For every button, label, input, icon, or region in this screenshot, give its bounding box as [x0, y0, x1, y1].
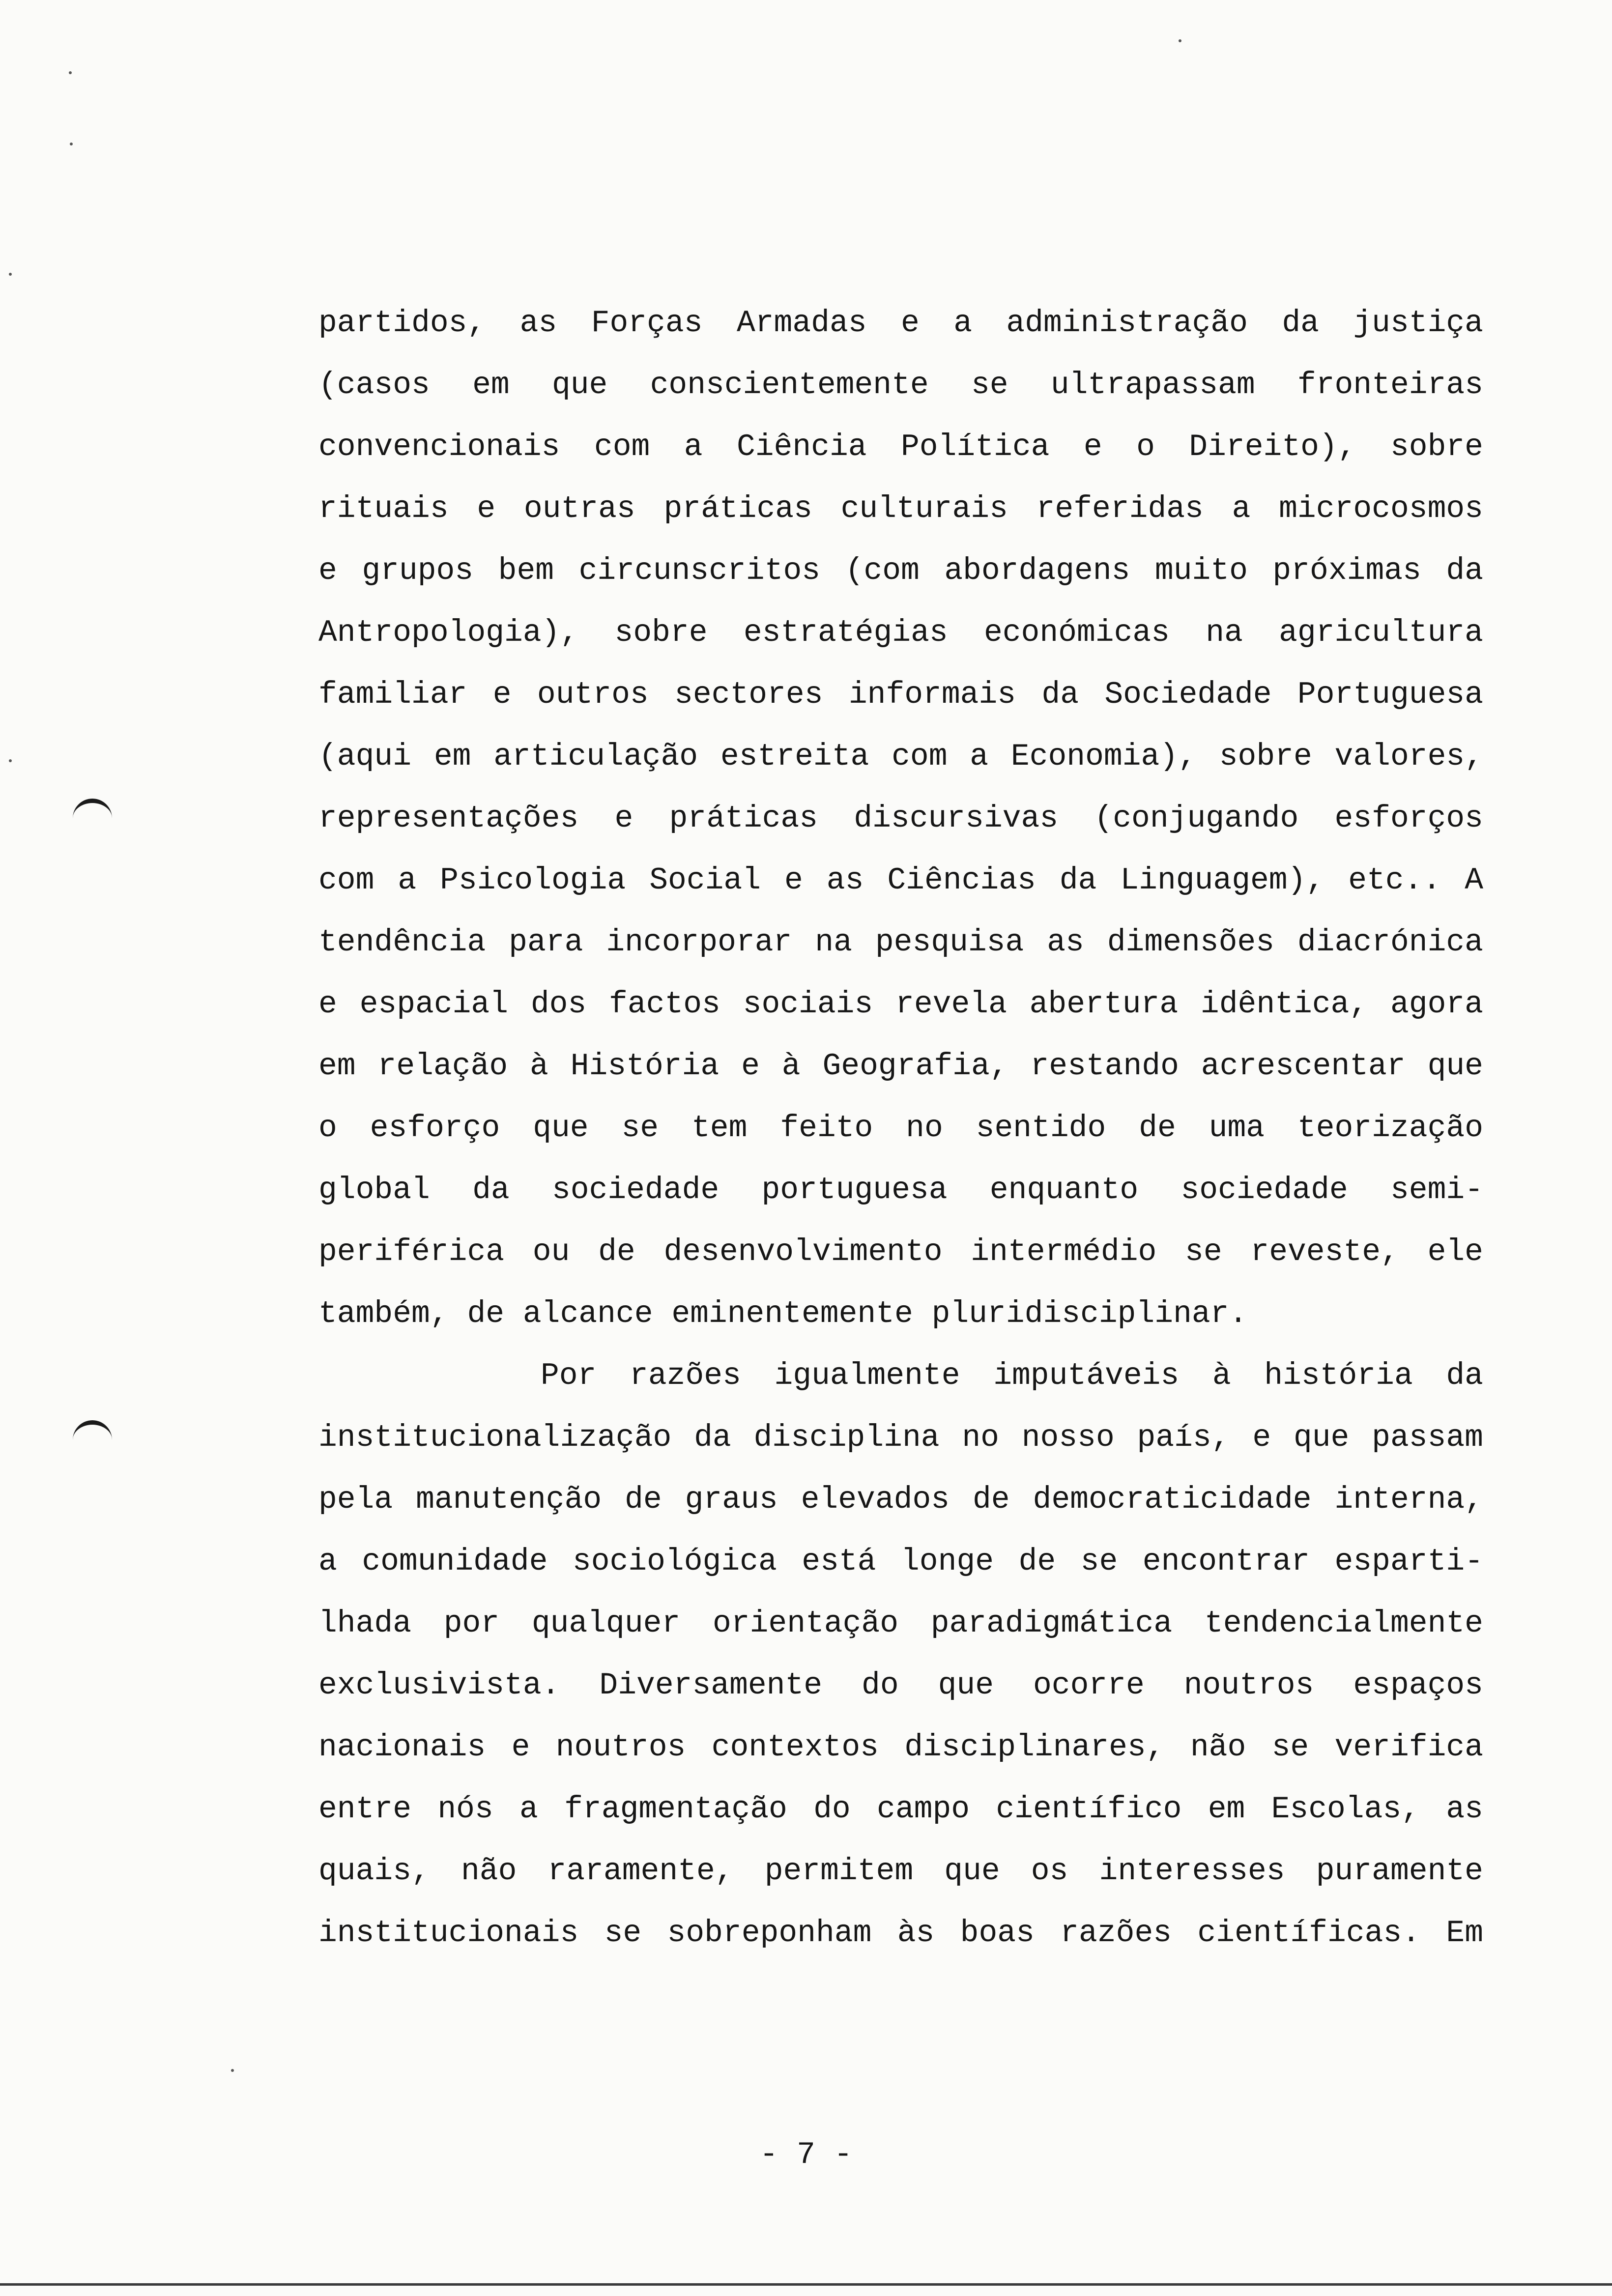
paragraph-2 — [318, 1345, 1483, 1964]
text-line: entre nós a fragmentação do campo científico em Escolas, as — [318, 1792, 1483, 1827]
text-line: e espacial dos factos sociais revela abertura idêntica, agora — [318, 987, 1483, 1022]
text-line: nacionais e noutros contextos disciplinares, não se verifica — [318, 1730, 1483, 1765]
text-line: (casos em que conscientemente se ultrapassam fronteiras — [318, 368, 1483, 402]
text-line: institucionalização da disciplina no nosso país, e que passam — [318, 1420, 1483, 1455]
text-line: em relação à História e à Geografia, restando acrescentar que — [318, 1049, 1483, 1084]
text-line: partidos, as Forças Armadas e a administração da justiça — [318, 306, 1483, 341]
text-line: Antropologia), sobre estratégias económicas na agricultura — [318, 615, 1483, 650]
text-line: tendência para incorporar na pesquisa as dimensões diacrónica — [318, 925, 1483, 960]
text-line: e grupos bem circunscritos (com abordagens muito próximas da — [318, 553, 1483, 588]
scan-speck — [70, 143, 73, 145]
text-line: convencionais com a Ciência Política e o Direito), sobre — [318, 430, 1483, 464]
text-line: pela manutenção de graus elevados de democraticidade interna, — [318, 1482, 1483, 1517]
text-line: institucionais se sobreponham às boas razões científicas. Em — [318, 1916, 1483, 1951]
text-line: representações e práticas discursivas (conjugando esforços — [318, 801, 1483, 836]
text-line: (aqui em articulação estreita com a Economia), sobre valores, — [318, 739, 1483, 774]
scan-speck — [231, 2069, 234, 2072]
body-text — [318, 292, 1483, 1964]
punch-hole-mark-lower — [73, 1420, 112, 1450]
text-line: periférica ou de desenvolvimento intermédio se reveste, ele — [318, 1234, 1483, 1269]
paragraph-1 — [318, 292, 1483, 1345]
text-line: a comunidade sociológica está longe de se encontrar esparti- — [318, 1544, 1483, 1579]
text-line: exclusivista. Diversamente do que ocorre noutros espaços — [318, 1668, 1483, 1703]
text-line: global da sociedade portuguesa enquanto sociedade semi- — [318, 1173, 1483, 1207]
text-line: familiar e outros sectores informais da Sociedade Portuguesa — [318, 677, 1483, 712]
scan-speck — [9, 759, 12, 762]
text-line: quais, não raramente, permitem que os interesses puramente — [318, 1854, 1483, 1889]
text-line: o esforço que se tem feito no sentido de uma teorização — [318, 1111, 1483, 1146]
scan-speck — [69, 71, 72, 74]
punch-hole-mark-upper — [73, 799, 112, 828]
bottom-edge-rule — [0, 2283, 1612, 2286]
text-line: lhada por qualquer orientação paradigmática tendencialmente — [318, 1606, 1483, 1641]
text-line: com a Psicologia Social e as Ciências da Linguagem), etc.. A — [318, 863, 1483, 898]
text-line: Por razões igualmente imputáveis à história da — [541, 1358, 1483, 1393]
text-line: também, de alcance eminentemente pluridisciplinar. — [318, 1296, 1248, 1331]
text-line: rituais e outras práticas culturais referidas a microcosmos — [318, 491, 1483, 526]
scan-speck — [9, 273, 12, 276]
page-number: - 7 - — [759, 2137, 853, 2172]
scan-speck — [1179, 39, 1181, 42]
